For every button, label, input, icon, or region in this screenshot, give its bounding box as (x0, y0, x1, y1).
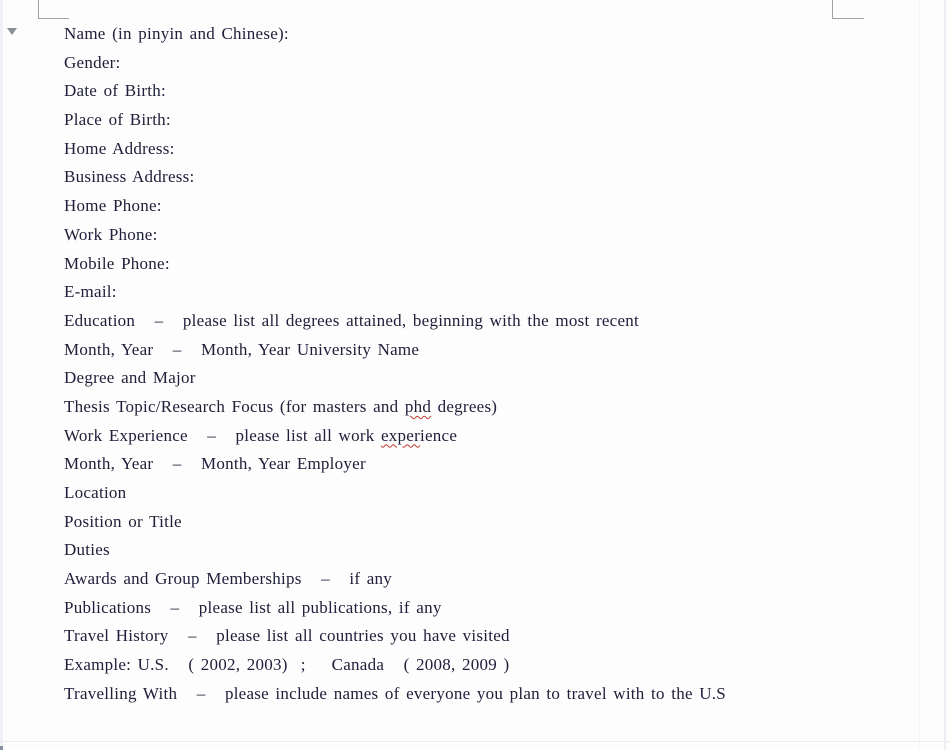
misspelled-word: exper (381, 425, 421, 445)
text-segment: Example: U.S. ( 2002, 2003) ; Canada ( 2008, 2009 ) (64, 655, 510, 675)
document-line (64, 479, 726, 508)
text-segment: Date of Birth: (64, 81, 166, 101)
document-line (64, 135, 726, 164)
text-segment: Travel History – please list all countries you have visited (64, 626, 510, 646)
text-segment: Gender: (64, 52, 121, 72)
document-line (64, 536, 726, 565)
margin-corner-mark-left (38, 0, 69, 19)
text-segment: Duties (64, 540, 110, 560)
document-line (64, 364, 726, 393)
window-bottom-edge (0, 741, 950, 742)
document-line (64, 250, 726, 279)
document-line (64, 651, 726, 680)
document-line (64, 393, 726, 422)
text-segment: degrees) (431, 396, 498, 416)
document-body[interactable] (64, 20, 726, 709)
text-segment: Home Address: (64, 138, 175, 158)
text-segment: Month, Year – Month, Year Employer (64, 454, 366, 474)
document-line (64, 422, 726, 451)
document-line (64, 192, 726, 221)
document-line (64, 680, 726, 709)
document-line (64, 307, 726, 336)
bottom-left-corner-pixel (0, 746, 3, 750)
document-line (64, 106, 726, 135)
text-segment: Education – please list all degrees attained, beginning with the most recent (64, 310, 639, 330)
text-segment: E-mail: (64, 282, 117, 302)
text-segment: Month, Year – Month, Year University Name (64, 339, 420, 359)
text-segment: Work Phone: (64, 224, 158, 244)
document-line (64, 278, 726, 307)
page-right-boundary (919, 0, 920, 750)
document-line (64, 77, 726, 106)
document-line (64, 450, 726, 479)
document-line (64, 622, 726, 651)
outline-collapse-icon[interactable] (7, 28, 17, 35)
document-line (64, 49, 726, 78)
document-line (64, 221, 726, 250)
text-segment: Home Phone: (64, 196, 162, 216)
text-segment: Position or Title (64, 511, 182, 531)
document-line (64, 163, 726, 192)
text-segment: Name (in pinyin and Chinese): (64, 24, 289, 43)
text-segment: ience (420, 425, 458, 445)
document-line (64, 565, 726, 594)
text-segment: Place of Birth: (64, 110, 171, 130)
document-line (64, 336, 726, 365)
text-segment: Location (64, 483, 127, 502)
document-line (64, 594, 726, 623)
text-segment: Publications – please list all publications, if any (64, 597, 442, 617)
text-segment: Degree and Major (64, 368, 196, 388)
misspelled-word: phd (404, 396, 432, 416)
margin-corner-mark-right (832, 0, 864, 19)
text-segment: Travelling With – please include names of everyone you plan to travel with to the U.S (64, 683, 726, 703)
window-right-edge (944, 0, 946, 750)
text-segment: Work Experience – please list all work (64, 425, 381, 445)
text-segment: Business Address: (64, 167, 195, 187)
text-segment: Thesis Topic/Research Focus (for masters and (64, 396, 405, 416)
window-left-edge (0, 0, 3, 750)
document-line (64, 508, 726, 537)
text-segment: Awards and Group Memberships – if any (64, 569, 393, 589)
document-line (64, 20, 726, 49)
text-segment: Mobile Phone: (64, 253, 170, 273)
